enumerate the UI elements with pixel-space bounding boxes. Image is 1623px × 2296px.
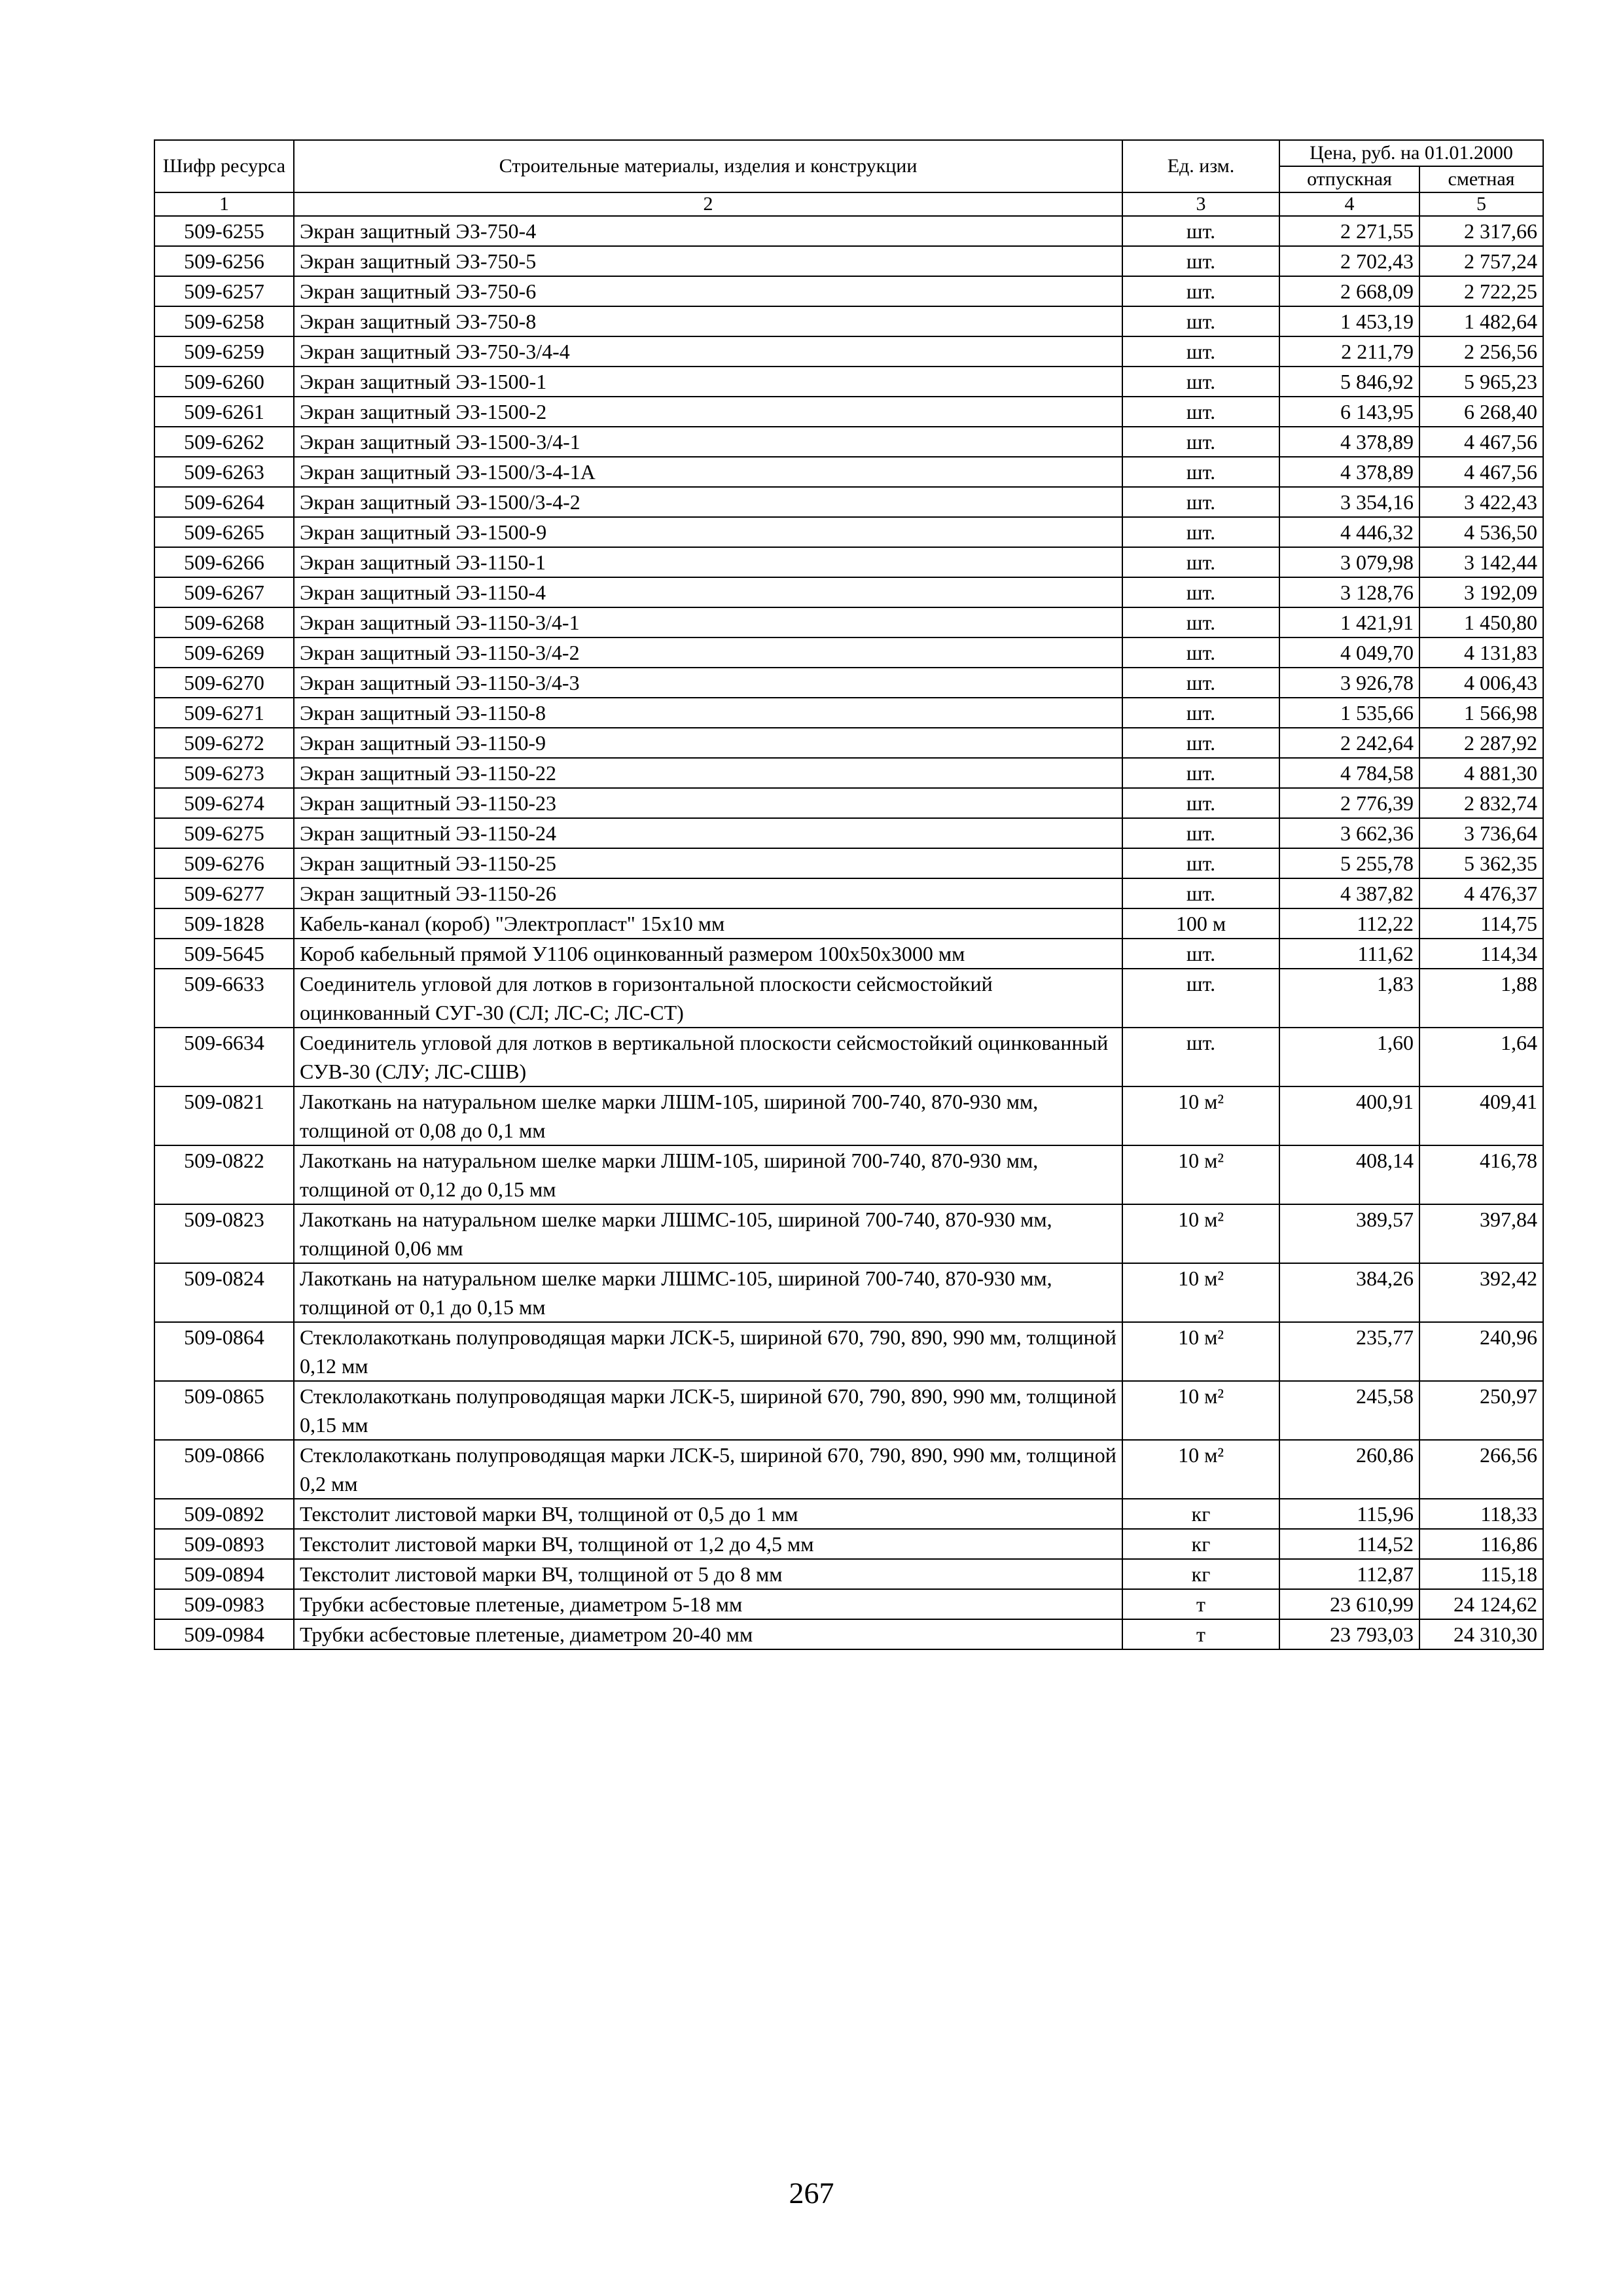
price-estimate-cell: 266,56: [1419, 1440, 1543, 1499]
table-row: [154, 336, 1543, 367]
table-row: [154, 969, 1543, 1028]
price-release-cell: 4 446,32: [1279, 517, 1419, 547]
table-row: [154, 246, 1543, 276]
material-name-cell: Экран защитный ЭЗ-1500-1: [294, 367, 1122, 397]
column-number: 1: [154, 192, 294, 216]
resource-code-cell: 509-1828: [154, 908, 294, 939]
price-release-cell: 3 128,76: [1279, 577, 1419, 607]
material-name-cell: Трубки асбестовые плетеные, диаметром 20-40 мм: [294, 1619, 1122, 1649]
resource-code-cell: 509-0864: [154, 1322, 294, 1381]
resource-code-cell: 509-6261: [154, 397, 294, 427]
resource-code-cell: 509-6265: [154, 517, 294, 547]
price-release-cell: 389,57: [1279, 1204, 1419, 1263]
price-estimate-cell: 397,84: [1419, 1204, 1543, 1263]
resource-code-cell: 509-0984: [154, 1619, 294, 1649]
price-release-cell: 3 079,98: [1279, 547, 1419, 577]
unit-cell: шт.: [1122, 457, 1279, 487]
unit-cell: шт.: [1122, 487, 1279, 517]
column-number: 4: [1279, 192, 1419, 216]
material-name-cell: Экран защитный ЭЗ-1150-26: [294, 878, 1122, 908]
material-name-cell: Лакоткань на натуральном шелке марки ЛШМ-105, шириной 700-740, 870-930 мм, толщиной от 0,12 до 0,15 мм: [294, 1145, 1122, 1204]
material-name-cell: Текстолит листовой марки ВЧ, толщиной от 0,5 до 1 мм: [294, 1499, 1122, 1529]
price-estimate-cell: 114,34: [1419, 939, 1543, 969]
material-name-cell: Экран защитный ЭЗ-1150-3/4-1: [294, 607, 1122, 637]
table-row: [154, 1619, 1543, 1649]
price-estimate-cell: 2 287,92: [1419, 728, 1543, 758]
table-row: [154, 547, 1543, 577]
unit-cell: шт.: [1122, 728, 1279, 758]
price-estimate-cell: 116,86: [1419, 1529, 1543, 1559]
price-estimate-cell: 114,75: [1419, 908, 1543, 939]
resource-code-cell: 509-6274: [154, 788, 294, 818]
resource-code-cell: 509-0893: [154, 1529, 294, 1559]
material-name-cell: Экран защитный ЭЗ-1150-1: [294, 547, 1122, 577]
unit-cell: шт.: [1122, 397, 1279, 427]
material-name-cell: Экран защитный ЭЗ-1150-3/4-3: [294, 668, 1122, 698]
table-row: [154, 728, 1543, 758]
resource-code-cell: 509-6258: [154, 306, 294, 336]
table-row: [154, 607, 1543, 637]
price-estimate-cell: 3 736,64: [1419, 818, 1543, 848]
price-estimate-cell: 2 317,66: [1419, 216, 1543, 246]
resource-code-cell: 509-0824: [154, 1263, 294, 1322]
price-release-cell: 235,77: [1279, 1322, 1419, 1381]
price-release-cell: 245,58: [1279, 1381, 1419, 1440]
unit-cell: 10 м²: [1122, 1204, 1279, 1263]
material-name-cell: Трубки асбестовые плетеные, диаметром 5-18 мм: [294, 1589, 1122, 1619]
price-estimate-cell: 392,42: [1419, 1263, 1543, 1322]
price-estimate-cell: 409,41: [1419, 1086, 1543, 1145]
material-name-cell: Кабель-канал (короб) "Электропласт" 15х10 мм: [294, 908, 1122, 939]
price-estimate-cell: 24 124,62: [1419, 1589, 1543, 1619]
material-name-cell: Экран защитный ЭЗ-1150-3/4-2: [294, 637, 1122, 668]
resource-code-cell: 509-6267: [154, 577, 294, 607]
table-row: [154, 1145, 1543, 1204]
table-row: [154, 1263, 1543, 1322]
price-estimate-cell: 240,96: [1419, 1322, 1543, 1381]
resource-code-cell: 509-6271: [154, 698, 294, 728]
resource-code-cell: 509-6273: [154, 758, 294, 788]
header-name: Строительные материалы, изделия и конструкции: [294, 140, 1122, 192]
material-name-cell: Текстолит листовой марки ВЧ, толщиной от 5 до 8 мм: [294, 1559, 1122, 1589]
table-row: [154, 1204, 1543, 1263]
price-release-cell: 2 668,09: [1279, 276, 1419, 306]
unit-cell: шт.: [1122, 788, 1279, 818]
resource-code-cell: 509-6256: [154, 246, 294, 276]
price-estimate-cell: 1,88: [1419, 969, 1543, 1028]
price-estimate-cell: 4 881,30: [1419, 758, 1543, 788]
price-estimate-cell: 1 482,64: [1419, 306, 1543, 336]
table-row: [154, 1529, 1543, 1559]
unit-cell: шт.: [1122, 306, 1279, 336]
price-estimate-cell: 6 268,40: [1419, 397, 1543, 427]
price-estimate-cell: 4 467,56: [1419, 457, 1543, 487]
material-name-cell: Стеклолакоткань полупроводящая марки ЛСК-5, шириной 670, 790, 890, 990 мм, толщиной 0,12 мм: [294, 1322, 1122, 1381]
material-name-cell: Экран защитный ЭЗ-1500/3-4-1А: [294, 457, 1122, 487]
unit-cell: кг: [1122, 1559, 1279, 1589]
unit-cell: шт.: [1122, 969, 1279, 1028]
material-name-cell: Экран защитный ЭЗ-1150-23: [294, 788, 1122, 818]
material-name-cell: Текстолит листовой марки ВЧ, толщиной от 1,2 до 4,5 мм: [294, 1529, 1122, 1559]
material-name-cell: Лакоткань на натуральном шелке марки ЛШМС-105, шириной 700-740, 870-930 мм, толщиной 0,06 мм: [294, 1204, 1122, 1263]
price-release-cell: 3 354,16: [1279, 487, 1419, 517]
material-name-cell: Экран защитный ЭЗ-1150-4: [294, 577, 1122, 607]
table-row: [154, 577, 1543, 607]
resource-code-cell: 509-6272: [154, 728, 294, 758]
resource-code-cell: 509-6634: [154, 1028, 294, 1086]
resource-code-cell: 509-6633: [154, 969, 294, 1028]
column-numbers-row: [154, 192, 1543, 216]
resource-code-cell: 509-6255: [154, 216, 294, 246]
price-estimate-cell: 3 422,43: [1419, 487, 1543, 517]
unit-cell: 100 м: [1122, 908, 1279, 939]
table-row: [154, 1499, 1543, 1529]
unit-cell: шт.: [1122, 637, 1279, 668]
price-release-cell: 115,96: [1279, 1499, 1419, 1529]
price-estimate-cell: 118,33: [1419, 1499, 1543, 1529]
price-estimate-cell: 4 131,83: [1419, 637, 1543, 668]
price-release-cell: 112,22: [1279, 908, 1419, 939]
table-row: [154, 427, 1543, 457]
price-release-cell: 4 784,58: [1279, 758, 1419, 788]
unit-cell: шт.: [1122, 939, 1279, 969]
resource-code-cell: 509-6257: [154, 276, 294, 306]
unit-cell: шт.: [1122, 367, 1279, 397]
material-name-cell: Экран защитный ЭЗ-750-6: [294, 276, 1122, 306]
price-release-cell: 1,83: [1279, 969, 1419, 1028]
price-release-cell: 2 702,43: [1279, 246, 1419, 276]
material-name-cell: Экран защитный ЭЗ-1150-9: [294, 728, 1122, 758]
table-row: [154, 1559, 1543, 1589]
material-name-cell: Экран защитный ЭЗ-1150-8: [294, 698, 1122, 728]
unit-cell: шт.: [1122, 698, 1279, 728]
material-name-cell: Стеклолакоткань полупроводящая марки ЛСК-5, шириной 670, 790, 890, 990 мм, толщиной 0,2 мм: [294, 1440, 1122, 1499]
resource-code-cell: 509-0866: [154, 1440, 294, 1499]
price-release-cell: 5 255,78: [1279, 848, 1419, 878]
price-release-cell: 2 271,55: [1279, 216, 1419, 246]
resource-code-cell: 509-0823: [154, 1204, 294, 1263]
resource-code-cell: 509-0865: [154, 1381, 294, 1440]
material-name-cell: Экран защитный ЭЗ-1500-3/4-1: [294, 427, 1122, 457]
price-release-cell: 4 378,89: [1279, 457, 1419, 487]
price-release-cell: 260,86: [1279, 1440, 1419, 1499]
price-release-cell: 5 846,92: [1279, 367, 1419, 397]
unit-cell: шт.: [1122, 848, 1279, 878]
table-row: [154, 637, 1543, 668]
table-row: [154, 1381, 1543, 1440]
material-name-cell: Экран защитный ЭЗ-750-8: [294, 306, 1122, 336]
resource-code-cell: 509-5645: [154, 939, 294, 969]
table-row: [154, 1086, 1543, 1145]
table-row: [154, 848, 1543, 878]
price-estimate-cell: 4 467,56: [1419, 427, 1543, 457]
unit-cell: 10 м²: [1122, 1263, 1279, 1322]
unit-cell: шт.: [1122, 427, 1279, 457]
price-release-cell: 1 535,66: [1279, 698, 1419, 728]
unit-cell: шт.: [1122, 758, 1279, 788]
resource-code-cell: 509-0822: [154, 1145, 294, 1204]
price-release-cell: 4 049,70: [1279, 637, 1419, 668]
price-release-cell: 408,14: [1279, 1145, 1419, 1204]
price-estimate-cell: 3 142,44: [1419, 547, 1543, 577]
price-release-cell: 1 421,91: [1279, 607, 1419, 637]
price-release-cell: 6 143,95: [1279, 397, 1419, 427]
price-estimate-cell: 4 006,43: [1419, 668, 1543, 698]
resource-code-cell: 509-6268: [154, 607, 294, 637]
price-release-cell: 2 776,39: [1279, 788, 1419, 818]
price-estimate-cell: 4 476,37: [1419, 878, 1543, 908]
table-row: [154, 698, 1543, 728]
table-row: [154, 397, 1543, 427]
price-estimate-cell: 24 310,30: [1419, 1619, 1543, 1649]
table-row: [154, 878, 1543, 908]
price-release-cell: 112,87: [1279, 1559, 1419, 1589]
material-name-cell: Экран защитный ЭЗ-750-4: [294, 216, 1122, 246]
resource-code-cell: 509-6276: [154, 848, 294, 878]
price-estimate-cell: 2 256,56: [1419, 336, 1543, 367]
resource-code-cell: 509-6262: [154, 427, 294, 457]
resource-code-cell: 509-6259: [154, 336, 294, 367]
material-name-cell: Экран защитный ЭЗ-750-5: [294, 246, 1122, 276]
unit-cell: шт.: [1122, 668, 1279, 698]
material-name-cell: Экран защитный ЭЗ-1500-9: [294, 517, 1122, 547]
price-estimate-cell: 2 832,74: [1419, 788, 1543, 818]
price-table: [154, 139, 1544, 1650]
unit-cell: 10 м²: [1122, 1322, 1279, 1381]
price-release-cell: 23 610,99: [1279, 1589, 1419, 1619]
price-estimate-cell: 1 450,80: [1419, 607, 1543, 637]
unit-cell: шт.: [1122, 246, 1279, 276]
unit-cell: шт.: [1122, 1028, 1279, 1086]
header-price-estimate: сметная: [1419, 166, 1543, 192]
unit-cell: 10 м²: [1122, 1381, 1279, 1440]
unit-cell: шт.: [1122, 607, 1279, 637]
price-release-cell: 400,91: [1279, 1086, 1419, 1145]
unit-cell: т: [1122, 1619, 1279, 1649]
price-release-cell: 114,52: [1279, 1529, 1419, 1559]
price-estimate-cell: 5 965,23: [1419, 367, 1543, 397]
resource-code-cell: 509-6269: [154, 637, 294, 668]
unit-cell: шт.: [1122, 547, 1279, 577]
header-code: Шифр ресурса: [154, 140, 294, 192]
price-estimate-cell: 250,97: [1419, 1381, 1543, 1440]
price-estimate-cell: 115,18: [1419, 1559, 1543, 1589]
price-release-cell: 384,26: [1279, 1263, 1419, 1322]
price-release-cell: 23 793,03: [1279, 1619, 1419, 1649]
table-row: [154, 276, 1543, 306]
resource-code-cell: 509-0983: [154, 1589, 294, 1619]
table-row: [154, 1440, 1543, 1499]
table-row: [154, 1028, 1543, 1086]
resource-code-cell: 509-0892: [154, 1499, 294, 1529]
material-name-cell: Экран защитный ЭЗ-1150-25: [294, 848, 1122, 878]
table-row: [154, 818, 1543, 848]
table-row: [154, 487, 1543, 517]
material-name-cell: Стеклолакоткань полупроводящая марки ЛСК-5, шириной 670, 790, 890, 990 мм, толщиной 0,15 мм: [294, 1381, 1122, 1440]
resource-code-cell: 509-6264: [154, 487, 294, 517]
price-estimate-cell: 4 536,50: [1419, 517, 1543, 547]
unit-cell: кг: [1122, 1529, 1279, 1559]
price-release-cell: 3 662,36: [1279, 818, 1419, 848]
price-release-cell: 1,60: [1279, 1028, 1419, 1086]
price-estimate-cell: 1 566,98: [1419, 698, 1543, 728]
table-row: [154, 1589, 1543, 1619]
material-name-cell: Соединитель угловой для лотков в горизонтальной плоскости сейсмостойкий оцинкованный СУГ-30 (СЛ; ЛС-С; ЛС-СТ): [294, 969, 1122, 1028]
page-number: 267: [789, 2176, 834, 2210]
table-body: [154, 216, 1543, 1649]
price-release-cell: 2 211,79: [1279, 336, 1419, 367]
material-name-cell: Экран защитный ЭЗ-1150-22: [294, 758, 1122, 788]
material-name-cell: Экран защитный ЭЗ-1150-24: [294, 818, 1122, 848]
header-unit: Ед. изм.: [1122, 140, 1279, 192]
table-row: [154, 457, 1543, 487]
price-release-cell: 1 453,19: [1279, 306, 1419, 336]
table-row: [154, 306, 1543, 336]
table-row: [154, 788, 1543, 818]
unit-cell: 10 м²: [1122, 1440, 1279, 1499]
resource-code-cell: 509-6266: [154, 547, 294, 577]
resource-code-cell: 509-0821: [154, 1086, 294, 1145]
table-row: [154, 668, 1543, 698]
material-name-cell: Лакоткань на натуральном шелке марки ЛШМС-105, шириной 700-740, 870-930 мм, толщиной от 0,1 до 0,15 мм: [294, 1263, 1122, 1322]
price-release-cell: 4 378,89: [1279, 427, 1419, 457]
price-estimate-cell: 1,64: [1419, 1028, 1543, 1086]
resource-code-cell: 509-6270: [154, 668, 294, 698]
table-row: [154, 908, 1543, 939]
unit-cell: шт.: [1122, 216, 1279, 246]
unit-cell: 10 м²: [1122, 1145, 1279, 1204]
resource-code-cell: 509-6260: [154, 367, 294, 397]
unit-cell: шт.: [1122, 878, 1279, 908]
unit-cell: шт.: [1122, 517, 1279, 547]
material-name-cell: Соединитель угловой для лотков в вертикальной плоскости сейсмостойкий оцинкованный СУВ-30 (СЛУ; ЛС-СШВ): [294, 1028, 1122, 1086]
price-estimate-cell: 5 362,35: [1419, 848, 1543, 878]
table-row: [154, 367, 1543, 397]
unit-cell: шт.: [1122, 818, 1279, 848]
price-estimate-cell: 2 757,24: [1419, 246, 1543, 276]
table-row: [154, 216, 1543, 246]
material-name-cell: Экран защитный ЭЗ-1500/3-4-2: [294, 487, 1122, 517]
resource-code-cell: 509-6277: [154, 878, 294, 908]
material-name-cell: Экран защитный ЭЗ-1500-2: [294, 397, 1122, 427]
unit-cell: т: [1122, 1589, 1279, 1619]
price-release-cell: 2 242,64: [1279, 728, 1419, 758]
unit-cell: кг: [1122, 1499, 1279, 1529]
material-name-cell: Лакоткань на натуральном шелке марки ЛШМ-105, шириной 700-740, 870-930 мм, толщиной от 0,08 до 0,1 мм: [294, 1086, 1122, 1145]
material-name-cell: Короб кабельный прямой У1106 оцинкованный размером 100х50х3000 мм: [294, 939, 1122, 969]
price-estimate-cell: 416,78: [1419, 1145, 1543, 1204]
resource-code-cell: 509-6263: [154, 457, 294, 487]
column-number: 3: [1122, 192, 1279, 216]
price-release-cell: 3 926,78: [1279, 668, 1419, 698]
table-row: [154, 758, 1543, 788]
unit-cell: шт.: [1122, 276, 1279, 306]
header-price-release: отпускная: [1279, 166, 1419, 192]
price-estimate-cell: 3 192,09: [1419, 577, 1543, 607]
column-number: 5: [1419, 192, 1543, 216]
price-estimate-cell: 2 722,25: [1419, 276, 1543, 306]
table-row: [154, 1322, 1543, 1381]
price-release-cell: 4 387,82: [1279, 878, 1419, 908]
unit-cell: 10 м²: [1122, 1086, 1279, 1145]
column-number: 2: [294, 192, 1122, 216]
table-row: [154, 517, 1543, 547]
header-price-group: Цена, руб. на 01.01.2000: [1279, 140, 1543, 166]
price-release-cell: 111,62: [1279, 939, 1419, 969]
table-row: [154, 939, 1543, 969]
unit-cell: шт.: [1122, 336, 1279, 367]
table-header: [154, 140, 1543, 216]
material-name-cell: Экран защитный ЭЗ-750-3/4-4: [294, 336, 1122, 367]
resource-code-cell: 509-0894: [154, 1559, 294, 1589]
resource-code-cell: 509-6275: [154, 818, 294, 848]
unit-cell: шт.: [1122, 577, 1279, 607]
